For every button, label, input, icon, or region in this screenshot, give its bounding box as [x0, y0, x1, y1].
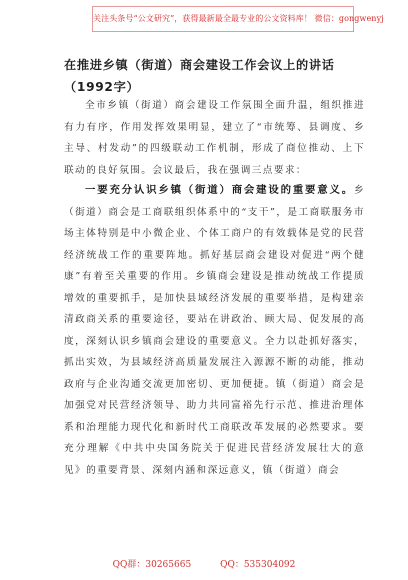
- document-title: 在推进乡镇（街道）商会建设工作会议上的讲话（1992字）: [64, 58, 335, 94]
- body-paragraph: 全市乡镇（街道）商会建设工作氛围全面升温，组织推进有力有序，作用发挥效果明显，建立了“市统筹、县调度、乡主导、村发动”的四级联动工作机制，形成了商位推动、上下联动的良好氛围。会议最后，我在强调三点要求：: [64, 100, 365, 176]
- body-paragraph: [64, 180, 365, 481]
- qq-number: QQ：535304092: [220, 560, 296, 570]
- header-banner: 关注头条号“公文研究”，获得最新最全最专业的公文资料库！ 微信：gongwenyj: [92, 6, 354, 32]
- footer-contact: [0, 557, 408, 570]
- paragraph-body-text: 乡（街道）商会是工商联组织体系中的“支干”，是工商联服务市场主体特别是中小微企业、个体工商户的有效载体是党的民营经济统战工作的重要阵地。抓好基层商会建设对促进“两个健康”有着至关重要的作用。乡镇商会建设是推动统战工作提质增效的重要抓手，是加快县域经济发展的重要举措，是构建亲清政商关系的重要途径，要站在讲政治、顾大局、促发展的高度，深刻认识乡镇商会建设的重要意义。全力以赴抓好落实，抓出实效，为县域经济高质量发展注入源源不断的动能，推动政府与企业沟通交流更加密切、更加便捷。镇（街道）商会是加强党对民营经济领导、助力共同富裕先行示范、推进治理体系和治理能力现代化和新时代工商联改革发展的必然要求。要充分理解《中共中央国务院关于促进民营经济发展壮大的意见》的重要背景、深刻内涵和深远意义，镇（街道）商会: [64, 185, 365, 476]
- paragraph-lead-heading: 一要充分认识乡镇（街道）商会建设的重要意义。: [85, 184, 354, 196]
- qq-group-number: QQ群：30265665: [112, 560, 192, 570]
